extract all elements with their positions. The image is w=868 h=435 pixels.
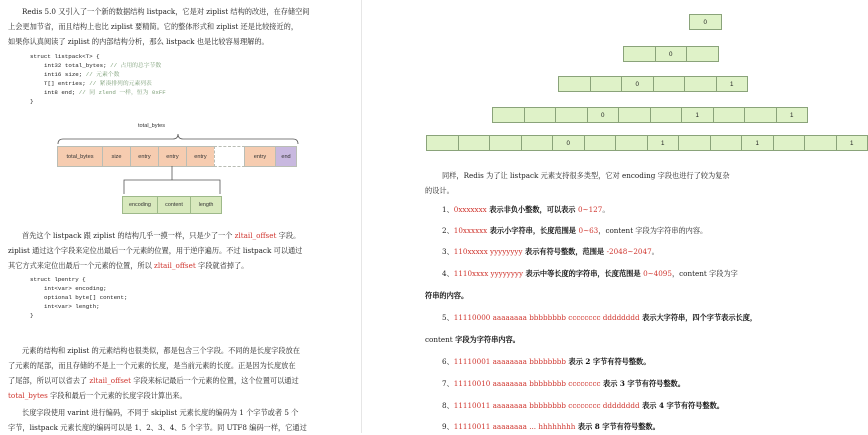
encoding-item-5-cont: content 字段为字符串内容。	[425, 335, 520, 344]
encoding-item-1: 1、0xxxxxxx 表示非负小整数，可以表示 0~127。	[442, 205, 610, 214]
bit-row-1: 0	[689, 14, 722, 30]
encoding-item-5: 5、11110000 aaaaaaaa bbbbbbbb cccccccc dddddddd 表示大字符串，四个字节表示长度，	[442, 313, 758, 322]
cell-size: size	[102, 146, 131, 167]
intro-line1: 同样，Redis 为了让 listpack 元素支持很多类型，它对 encoding 字段也进行了较为复杂	[442, 171, 730, 180]
para2-line1: 首先这个 listpack 跟 ziplist 的结构几乎一摸一样，只是少了一个 zltail_offset 字段。	[22, 231, 301, 240]
para3-line1: 元素的结构和 ziplist 的元素结构也很类似，都是包含三个字段。不同的是长度字段放在	[22, 346, 300, 355]
left-page: Redis 5.0 又引入了一个新的数据结构 listpack，它是对 ziplist 结构的改进，在存储空间 上会更加节省，而且结构上也比 ziplist 要精简。它的整体形式和 ziplist 还是比较接近的， 如果你认真阅读了 ziplist 的内部结构分析，那么 listpack 也是比较容易理解的。 struct listpack<T> { int32 total_bytes; // 占用的总字节数 int16 size; // 元素个数 T[] entries; // 紧凑排列的元素列表 int8 end; // 同 zlend 一样，恒为 0xFF } total_bytes total_bytes size entry entry entry entry end encoding content length 首先这个 listpack 跟 ziplist 的结构几乎一摸一样，只是少了一个 zltail_offset 字段。 ziplist 通过这个字段来定位出最后一个元素的位置，用于逆序遍历。不过 listpack 可以通过 其它方式来定位出最后一个元素的位置，所以 zltail_offset 字段就省掉了。 struct lpentry { int<var> encoding; optional byte[] content; int<var> length; } 元素的结构和 ziplist 的元素结构也很类似，都是包含三个字段。不同的是长度字段放在 了元素的尾部，而且存储的不是上一个元素的长度，是当前元素的长度。正是因为长度放在 了尾部，所以可以省去了 zltail_offset 字段来标记最后一个元素的位置，这个位置可以通过 total_bytes 字段和最后一个元素的长度字段计算出来。 长度字段使用 varint 进行编码，不同于 skiplist 元素长度的编码为 1 个字节或者 5 个 字节，listpack 元素长度的编码可以是 1、2、3、4、5 个字节。同 UTF8 编码一样，它通过	[0, 0, 362, 433]
field-content: content	[157, 196, 191, 214]
para3-line2: 了元素的尾部，而且存储的不是上一个元素的长度，是当前元素的长度。正是因为长度放在	[8, 361, 296, 370]
encoding-item-2: 2、10xxxxxx 表示小字符串，长度范围是 0~63，content 字段为字符串的内容。	[442, 226, 708, 235]
bit-row-2: 0	[623, 46, 719, 62]
cell-end: end	[275, 146, 297, 167]
encoding-item-4-cont: 符串的内容。	[425, 291, 469, 300]
encoding-item-8: 8、11110011 aaaaaaaa bbbbbbbb cccccccc dddddddd 表示 4 字节有符号整数。	[442, 401, 724, 410]
field-length: length	[190, 196, 222, 214]
cell-ellipsis	[214, 146, 245, 167]
cell-entry-1: entry	[130, 146, 159, 167]
entry-connector	[120, 166, 230, 198]
para3-line4: total_bytes 字段和最后一个元素的长度字段计算出来。	[8, 391, 187, 400]
para2-line2: ziplist 通过这个字段来定位出最后一个元素的位置，用于逆序遍历。不过 listpack 可以通过	[8, 246, 303, 255]
encoding-item-6: 6、11110001 aaaaaaaa bbbbbbbb 表示 2 字节有符号整数。	[442, 357, 651, 366]
encoding-item-7: 7、11110010 aaaaaaaa bbbbbbbb cccccccc 表示 3 字节有符号整数。	[442, 379, 685, 388]
bit-row-3: 0 1	[558, 76, 748, 92]
right-page	[364, 0, 854, 433]
para1-line3: 如果你认真阅读了 ziplist 的内部结构分析，那么 listpack 也是比较容易理解的。	[8, 37, 269, 46]
para1-line1: Redis 5.0 又引入了一个新的数据结构 listpack，它是对 ziplist 结构的改进，在存储空间	[22, 7, 310, 16]
para2-line3: 其它方式来定位出最后一个元素的位置，所以 zltail_offset 字段就省掉了。	[8, 261, 249, 270]
encoding-item-3: 3、110xxxxx yyyyyyyy 表示有符号整数，范围是 -2048~2047。	[442, 247, 659, 256]
bit-row-5: 0 1 1 1	[426, 135, 868, 151]
diagram-title: total_bytes	[138, 123, 166, 129]
field-encoding: encoding	[122, 196, 158, 214]
total-bytes-brace	[55, 130, 305, 146]
cell-entry-2: entry	[158, 146, 187, 167]
bit-row-4: 0 1 1	[492, 107, 808, 123]
cell-total-bytes: total_bytes	[57, 146, 103, 167]
encoding-item-4: 4、1110xxxx yyyyyyyy 表示中等长度的字符串，长度范围是 0~4095，content 字段为字	[442, 269, 738, 278]
cell-entry-3: entry	[186, 146, 215, 167]
para4-line2: 字节，listpack 元素长度的编码可以是 1、2、3、4、5 个字节。同 UTF8 编码一样，它通过	[8, 423, 307, 432]
para1-line2: 上会更加节省，而且结构上也比 ziplist 要精简。它的整体形式和 ziplist 还是比较接近的，	[8, 22, 299, 31]
cell-entry-last: entry	[244, 146, 276, 167]
intro-line2: 的设计。	[425, 186, 454, 195]
para4-line1: 长度字段使用 varint 进行编码，不同于 skiplist 元素长度的编码为 1 个字节或者 5 个	[22, 408, 299, 417]
para3-line3: 了尾部，所以可以省去了 zltail_offset 字段来标记最后一个元素的位置，这个位置可以通过	[8, 376, 299, 385]
encoding-item-9: 9、11110011 aaaaaaaa ... hhhhhhhh 表示 8 字节有符号整数。	[442, 422, 660, 431]
